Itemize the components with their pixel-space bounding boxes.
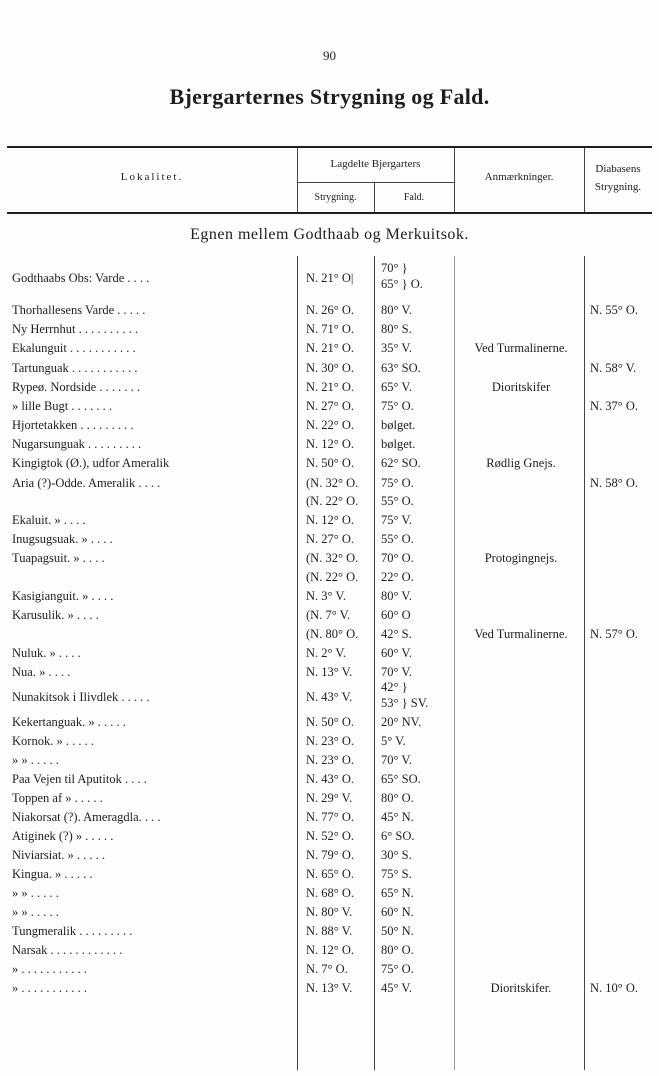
strygning-cell: (N. 22° O. [306, 494, 359, 508]
anmaerkning-cell: Ved Turmalinerne. [474, 341, 568, 355]
strygning-cell: N. 43° O. [306, 772, 355, 786]
fald-cell: bølget. [381, 437, 416, 451]
fald-cell: 60° O [381, 608, 411, 622]
locality-cell: » » . . . . . [12, 886, 59, 900]
fald-cell: 20° NV. [381, 715, 422, 729]
column-rule-strygning [297, 256, 298, 1070]
strygning-cell: (N. 80° O. [306, 627, 359, 641]
fald-cell: 80° O. [381, 943, 414, 957]
diabas-cell: N. 57° O. [590, 627, 639, 641]
locality-cell: Nua. » . . . . [12, 665, 71, 679]
locality-cell: » » . . . . . [12, 753, 59, 767]
strygning-cell: N. 50° O. [306, 715, 355, 729]
locality-cell: Toppen af » . . . . . [12, 791, 103, 805]
strygning-cell: (N. 22° O. [306, 570, 359, 584]
fald-cell: 42° S. [381, 627, 412, 641]
fald-cell: 70° V. [381, 665, 412, 679]
strygning-cell: N. 12° O. [306, 943, 355, 957]
header-diabasens: Diabasens [595, 163, 641, 175]
fald-cell-second: 53° } SV. [381, 696, 429, 710]
fald-cell: 80° V. [381, 303, 412, 317]
strygning-cell: N. 50° O. [306, 456, 355, 470]
locality-cell: » » . . . . . [12, 905, 59, 919]
fald-cell: 65° V. [381, 380, 412, 394]
locality-cell: Nuluk. » . . . . [12, 646, 81, 660]
diabas-cell: N. 10° O. [590, 981, 639, 995]
strygning-cell: N. 12° O. [306, 513, 355, 527]
fald-cell: 75° O. [381, 962, 414, 976]
column-rule-fald [374, 256, 375, 1070]
strygning-cell: N. 52° O. [306, 829, 355, 843]
locality-cell: Inugsugsuak. » . . . . [12, 532, 113, 546]
header-sub-rule [297, 182, 454, 183]
strygning-cell: N. 43° V. [306, 690, 353, 704]
fald-cell: 55° O. [381, 494, 414, 508]
locality-cell: Tungmeralik . . . . . . . . . [12, 924, 133, 938]
fald-cell: 55° O. [381, 532, 414, 546]
page-title: Bjergarternes Strygning og Fald. [169, 84, 490, 109]
strygning-cell: N. 23° O. [306, 753, 355, 767]
fald-cell: 45° N. [381, 810, 414, 824]
locality-cell: » lille Bugt . . . . . . . [12, 399, 112, 413]
locality-cell: Atiginek (?) » . . . . . [12, 829, 114, 843]
header-strygning: Strygning. [314, 192, 357, 203]
strygning-cell: (N. 32° O. [306, 476, 359, 490]
strygning-cell: N. 21° O. [306, 341, 355, 355]
header-top-rule [7, 146, 652, 148]
fald-cell: 80° V. [381, 589, 412, 603]
strygning-cell: (N. 32° O. [306, 551, 359, 565]
locality-cell: Thorhallesens Varde . . . . . [12, 303, 146, 317]
strygning-cell: N. 27° O. [306, 532, 355, 546]
locality-cell: Kasigianguit. » . . . . [12, 589, 114, 603]
strygning-cell: N. 13° V. [306, 981, 353, 995]
anmaerkning-cell: Ved Turmalinerne. [474, 627, 568, 641]
fald-cell: 60° N. [381, 905, 414, 919]
locality-cell: Ekaluit. » . . . . [12, 513, 86, 527]
strygning-cell: N. 27° O. [306, 399, 355, 413]
strygning-cell: N. 77° O. [306, 810, 355, 824]
column-rule-dia [584, 256, 585, 1070]
fald-cell: 45° V. [381, 981, 412, 995]
anmaerkning-cell: Rødlig Gnejs. [486, 456, 556, 470]
fald-cell: 22° O. [381, 570, 414, 584]
strygning-cell: N. 23° O. [306, 734, 355, 748]
locality-cell: Narsak . . . . . . . . . . . . [12, 943, 123, 957]
header-diabasens-strygning: Strygning. [594, 181, 642, 193]
fald-cell: 70° V. [381, 753, 412, 767]
locality-cell: Niakorsat (?). Ameragdla. . . . [12, 810, 161, 824]
locality-cell: Ekalunguit . . . . . . . . . . . [12, 341, 136, 355]
fald-cell: 30° S. [381, 848, 412, 862]
strygning-cell: N. 22° O. [306, 418, 355, 432]
locality-cell: Karusulik. » . . . . [12, 608, 99, 622]
strygning-cell: N. 68° O. [306, 886, 355, 900]
strygning-cell: N. 26° O. [306, 303, 355, 317]
strygning-cell: N. 2° V. [306, 646, 346, 660]
fald-cell: 75° O. [381, 399, 414, 413]
fald-cell: 75° S. [381, 867, 412, 881]
fald-cell: 5° V. [381, 734, 406, 748]
locality-cell: Niviarsiat. » . . . . . [12, 848, 106, 862]
diabas-cell: N. 37° O. [590, 399, 639, 413]
anmaerkning-cell: Protogingnejs. [484, 551, 558, 565]
diabas-cell: N. 55° O. [590, 303, 639, 317]
locality-cell: Kornok. » . . . . . [12, 734, 94, 748]
locality-cell: Rypeø. Nordside . . . . . . . [12, 380, 140, 394]
locality-cell: Kekertanguak. » . . . . . [12, 715, 126, 729]
strygning-cell: N. 30° O. [306, 361, 355, 375]
locality-cell: Ny Herrnhut . . . . . . . . . . [12, 322, 139, 336]
fald-cell: 62° SO. [381, 456, 421, 470]
strygning-cell: N. 7° O. [306, 962, 348, 976]
fald-cell: 70° O. [381, 551, 414, 565]
strygning-cell: N. 71° O. [306, 322, 355, 336]
strygning-cell: N. 80° V. [306, 905, 353, 919]
section-title: Egnen mellem Godthaab og Merkuitsok. [190, 226, 469, 243]
fald-cell: 80° O. [381, 791, 414, 805]
fald-cell: 65° SO. [381, 772, 421, 786]
locality-cell: Paa Vejen til Aputitok . . . . [12, 772, 147, 786]
strygning-cell: N. 3° V. [306, 589, 346, 603]
header-bottom-rule [7, 212, 652, 214]
locality-cell: Tuapagsuit. » . . . . [12, 551, 105, 565]
header-divider-3 [584, 148, 585, 212]
page-number: 90 [323, 48, 336, 63]
fald-cell: 42° } [381, 680, 408, 694]
fald-cell: 63° SO. [381, 361, 421, 375]
header-lokalitet: Lokalitet. [120, 171, 184, 183]
diabas-cell: N. 58° O. [590, 476, 639, 490]
strygning-cell: N. 29° V. [306, 791, 353, 805]
strygning-cell: N. 65° O. [306, 867, 355, 881]
fald-cell: 75° V. [381, 513, 412, 527]
locality-cell: Kingigtok (Ø.), udfor Ameralik [12, 456, 170, 470]
anmaerkning-cell: Dioritskifer. [490, 981, 552, 995]
locality-cell: Nunakitsok i Ilivdlek . . . . . [12, 690, 150, 704]
fald-cell: 75° O. [381, 476, 414, 490]
fald-cell: 60° V. [381, 646, 412, 660]
locality-cell: » . . . . . . . . . . . [12, 981, 87, 995]
fald-cell: 50° N. [381, 924, 414, 938]
strygning-cell: N. 13° V. [306, 665, 353, 679]
fald-cell: 70° } [381, 261, 408, 275]
fald-cell: 6° SO. [381, 829, 415, 843]
locality-cell: Nugarsunguak . . . . . . . . . [12, 437, 142, 451]
locality-cell: Tartunguak . . . . . . . . . . . [12, 361, 138, 375]
fald-cell: bølget. [381, 418, 416, 432]
fald-cell: 80° S. [381, 322, 412, 336]
locality-cell: Aria (?)-Odde. Ameralik . . . . [12, 476, 161, 490]
strygning-cell: (N. 7° V. [306, 608, 351, 622]
header-anmaerkninger: Anmærkninger. [484, 171, 554, 183]
strygning-cell: N. 79° O. [306, 848, 355, 862]
diabas-cell: N. 58° V. [590, 361, 637, 375]
locality-cell: Godthaabs Obs: Varde . . . . [12, 271, 150, 285]
strygning-cell: N. 12° O. [306, 437, 355, 451]
strygning-cell: N. 21° O. [306, 380, 355, 394]
fald-cell: 65° N. [381, 886, 414, 900]
column-rule-anm [454, 256, 455, 1070]
fald-cell-second: 65° } O. [381, 277, 423, 291]
fald-cell: 35° V. [381, 341, 412, 355]
locality-cell: Kingua. » . . . . . [12, 867, 93, 881]
locality-cell: Hjortetakken . . . . . . . . . [12, 418, 134, 432]
strygning-cell: N. 21° O| [306, 271, 354, 285]
strygning-cell: N. 88° V. [306, 924, 353, 938]
locality-cell: » . . . . . . . . . . . [12, 962, 87, 976]
header-fald: Fald. [403, 192, 425, 203]
header-lagdelte: Lagdelte Bjergarters [330, 158, 421, 170]
anmaerkning-cell: Dioritskifer [491, 380, 551, 394]
